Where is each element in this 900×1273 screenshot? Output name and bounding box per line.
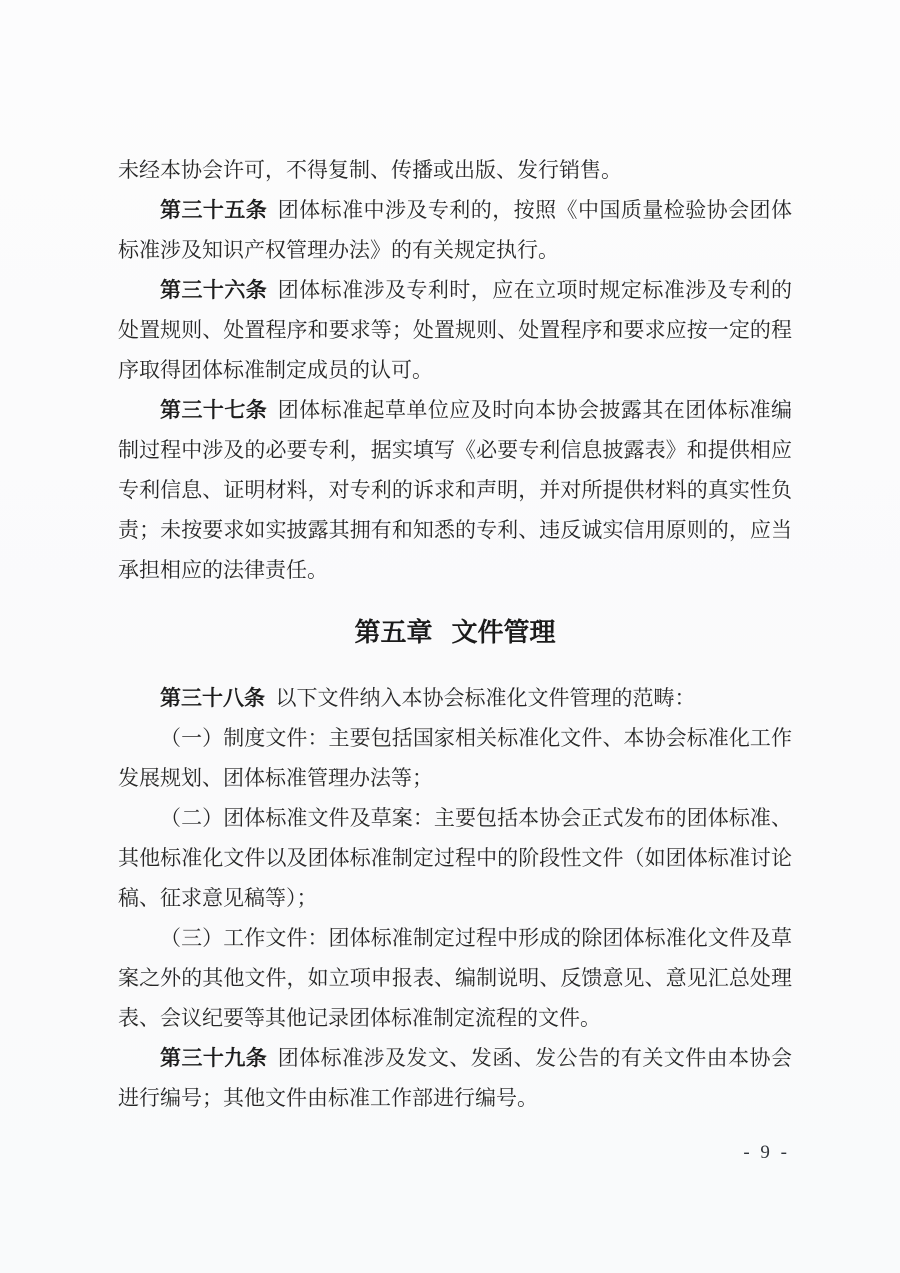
paragraph-text: 团体标准起草单位应及时向本协会披露其在团体标准编制过程中涉及的必要专利，据实填写《必要专利信息披露表》和提供相应专利信息、证明材料，对专利的诉求和声明，并对所提供材料的真实性负责；未按要求如实披露其拥有和知悉的专利、违反诚实信用原则的，应当承担相应的法律责任。 [118,398,793,582]
paragraph-text: 以下文件纳入本协会标准化文件管理的范畴： [275,686,696,710]
article-number: 第三十七条 [160,398,268,422]
paragraph-text: 团体标准涉及发文、发函、发公告的有关文件由本协会进行编号；其他文件由标准工作部进行编号。 [118,1046,793,1110]
paragraph-continuation [118,150,792,190]
document-body [118,150,792,1118]
paragraph-text: 团体标准涉及专利时，应在立项时规定标准涉及专利的处置规则、处置程序和要求等；处置规则、处置程序和要求应按一定的程序取得团体标准制定成员的认可。 [118,278,793,382]
article-number: 第三十八条 [160,686,265,710]
paragraph-text: （一）制度文件：主要包括国家相关标准化文件、本协会标准化工作发展规划、团体标准管理办法等； [118,726,792,790]
article-number: 第三十五条 [160,198,268,222]
list-item-3 [118,918,792,1038]
article-38-paragraph [118,678,792,718]
article-35-paragraph [118,190,792,270]
list-item-2 [118,798,792,918]
page-number: - 9 - [743,1142,790,1163]
paragraph-text: 团体标准中涉及专利的，按照《中国质量检验协会团体标准涉及知识产权管理办法》的有关规定执行。 [118,198,793,262]
article-36-paragraph [118,270,792,390]
article-number: 第三十九条 [160,1046,268,1070]
chapter-5-heading: 第五章 文件管理 [354,617,556,647]
article-37-paragraph [118,390,792,590]
paragraph-text: （三）工作文件：团体标准制定过程中形成的除团体标准化文件及草案之外的其他文件，如立项申报表、编制说明、反馈意见、意见汇总处理表、会议纪要等其他记录团体标准制定流程的文件。 [118,926,792,1030]
paragraph-text: （二）团体标准文件及草案：主要包括本协会正式发布的团体标准、其他标准化文件以及团体标准制定过程中的阶段性文件（如团体标准讨论稿、征求意见稿等）； [118,806,792,910]
article-39-paragraph [118,1038,792,1118]
article-number: 第三十六条 [160,278,268,302]
paragraph-text: 未经本协会许可，不得复制、传播或出版、发行销售。 [118,158,622,182]
list-item-1 [118,718,792,798]
